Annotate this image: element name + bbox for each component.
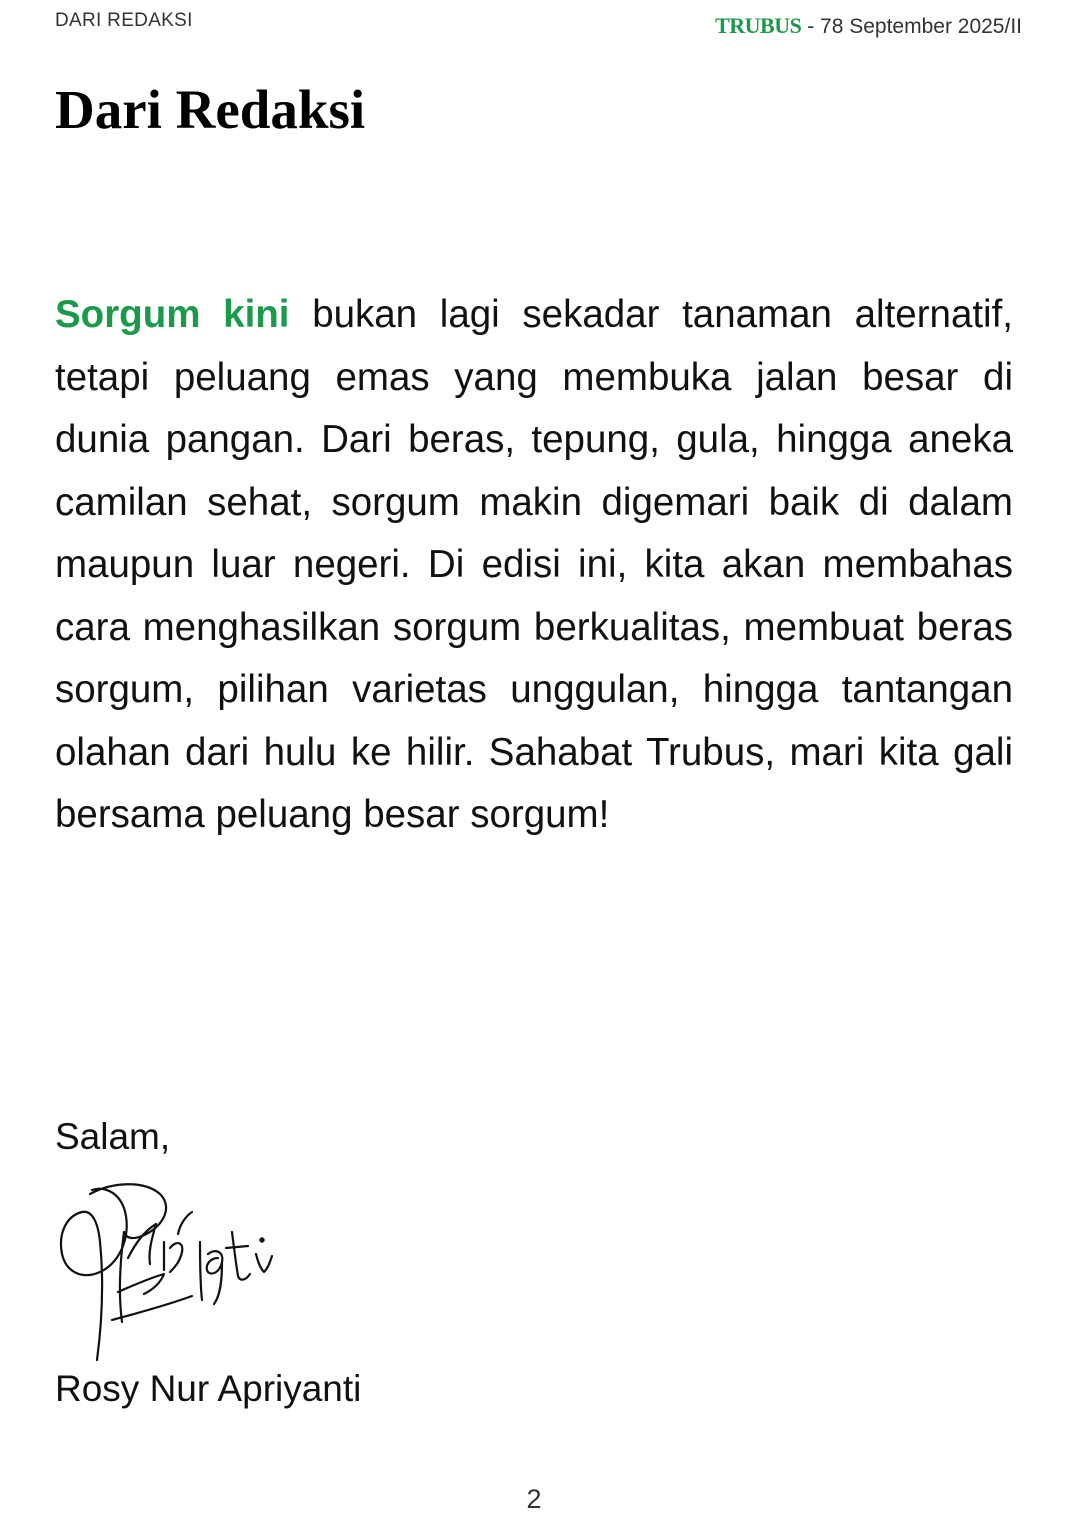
- page-number: 2: [526, 1484, 542, 1514]
- editorial-lead: Sorgum kini: [55, 293, 290, 336]
- brand-logo: TRUBUS: [715, 13, 802, 38]
- publication-header: [715, 13, 1022, 39]
- page-title: Dari Redaksi: [55, 79, 366, 140]
- section-label: DARI REDAKSI: [55, 10, 193, 31]
- editorial-body: bukan lagi sekadar tanaman alternatif, tetapi peluang emas yang membuka jalan besar di dunia pangan. Dari beras, tepung, gula, hingga aneka camilan sehat, sorgum makin digemari baik di dalam maupun luar negeri. Di edisi ini, kita akan membahas cara menghasilkan sorgum berkualitas, membuat beras sorgum, pilihan varietas unggulan, hingga tantangan olahan dari hulu ke hilir. Sahabat Trubus, mari kita gali bersama peluang besar sorgum!: [55, 293, 1014, 836]
- closing-salutation: Salam,: [55, 1116, 171, 1157]
- editorial-paragraph: [55, 284, 1013, 847]
- issue-info: - 78 September 2025/II: [801, 15, 1022, 38]
- signer-name: Rosy Nur Apriyanti: [55, 1368, 362, 1409]
- handwritten-signature: [52, 1172, 282, 1362]
